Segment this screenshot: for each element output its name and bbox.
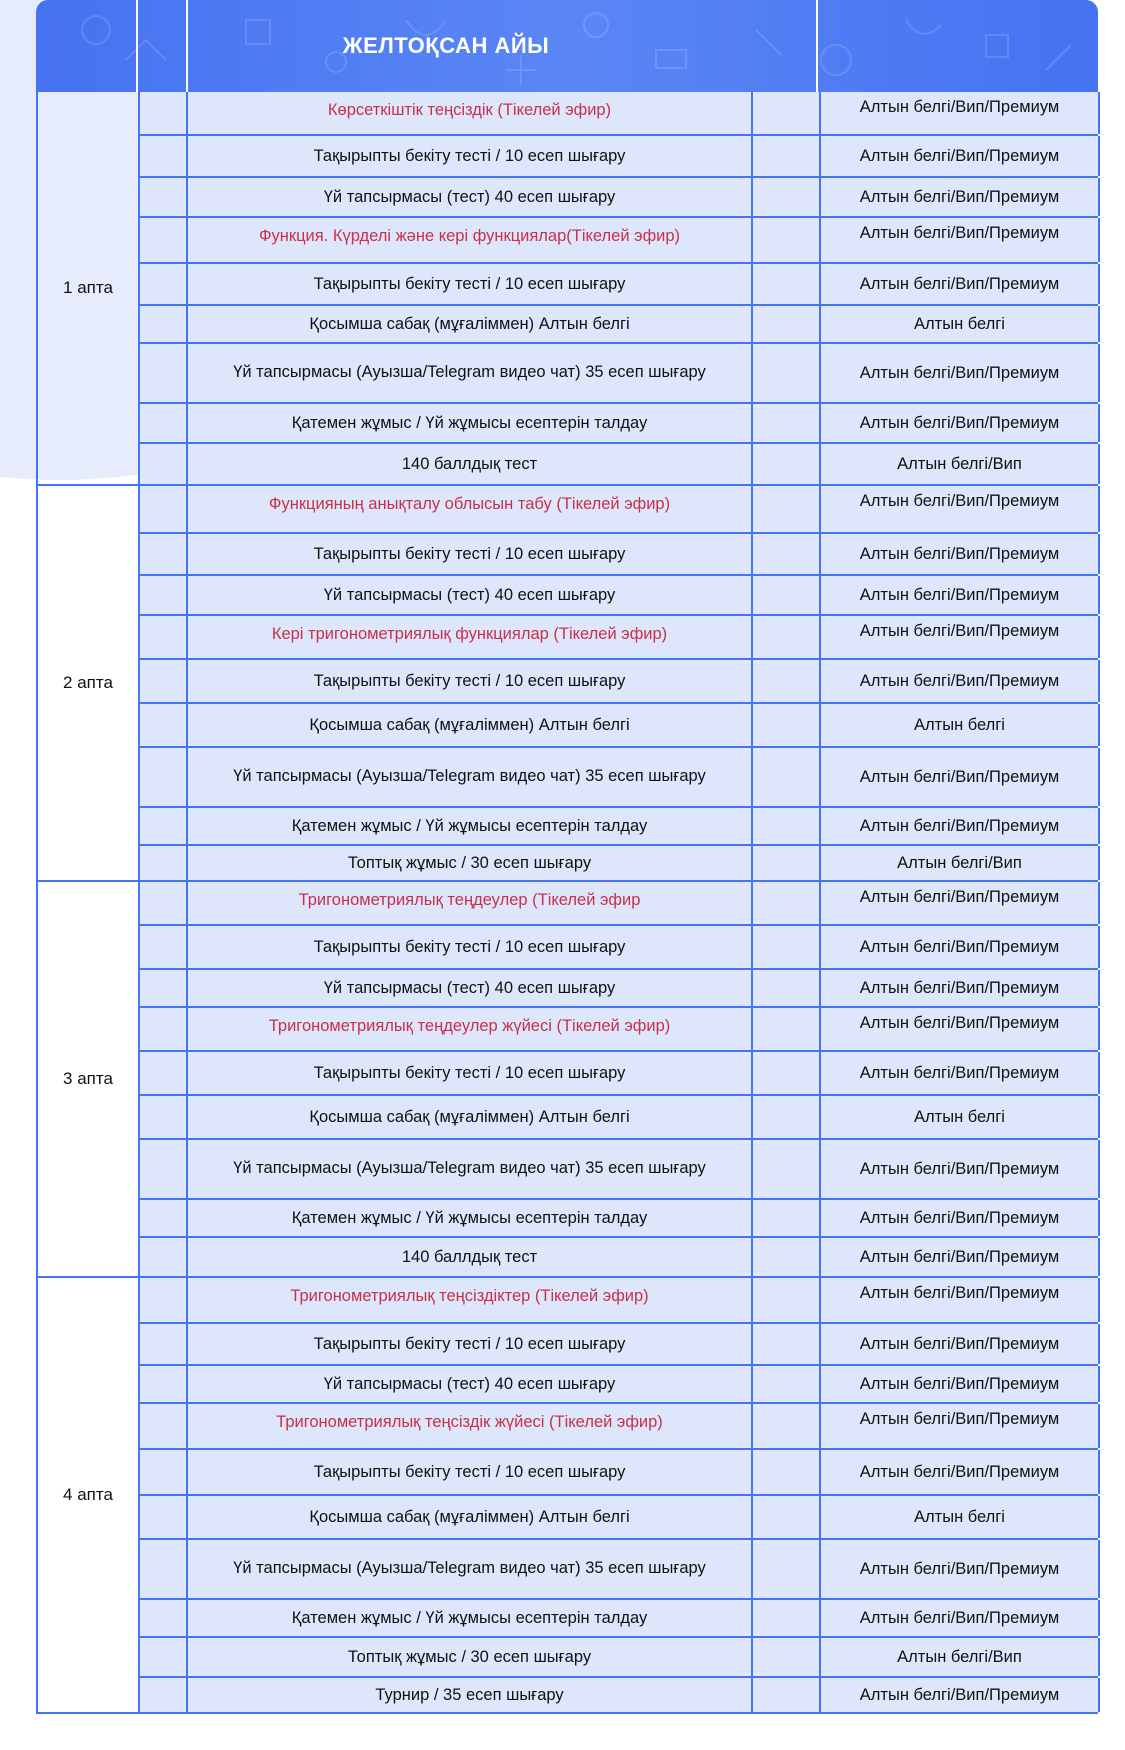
lesson-topic: Топтық жұмыс / 30 есеп шығару [188, 846, 751, 880]
table-row [140, 616, 1098, 660]
empty-cell [753, 616, 819, 658]
table-row [140, 576, 1098, 616]
lesson-topic: 140 баллдық тест [188, 1238, 751, 1276]
lesson-topic: Тақырыпты бекіту тесті / 10 есеп шығару [188, 1052, 751, 1094]
blank-cell [140, 444, 188, 484]
table-row [140, 1678, 1098, 1712]
access-level: Алтын белгі/Вип/Премиум [821, 576, 1100, 614]
column-divider [138, 1278, 140, 1712]
table-row [140, 344, 1098, 404]
weeks-container [36, 92, 1098, 1714]
empty-cell [753, 748, 819, 806]
blank-cell [140, 616, 188, 658]
empty-cell [753, 846, 819, 880]
week-label: 3 апта [63, 1069, 113, 1088]
empty-cell [753, 1678, 819, 1712]
live-lesson-topic: Тригонометриялық теңсіздік жүйесі (Тікелей эфир) [188, 1404, 751, 1448]
table-row [140, 846, 1098, 880]
blank-cell [140, 1450, 188, 1494]
table-row [140, 1600, 1098, 1638]
table-row [140, 1324, 1098, 1366]
empty-cell [753, 344, 819, 402]
live-lesson-topic: Тригонометриялық теңдеулер жүйесі (Тікелей эфир) [188, 1008, 751, 1050]
empty-cell [753, 306, 819, 342]
table-row [140, 1238, 1098, 1276]
empty-cell [753, 704, 819, 746]
empty-cell [753, 1096, 819, 1138]
access-level: Алтын белгі/Вип/Премиум [821, 660, 1100, 702]
blank-cell [140, 1278, 188, 1322]
blank-cell [140, 534, 188, 574]
live-lesson-topic: Функцияның анықталу облысын табу (Тікелей эфир) [188, 486, 751, 532]
access-level: Алтын белгі/Вип/Премиум [821, 404, 1100, 442]
blank-cell [140, 178, 188, 216]
empty-cell [753, 808, 819, 844]
table-row [140, 882, 1098, 926]
blank-cell [140, 1096, 188, 1138]
access-level: Алтын белгі/Вип/Премиум [821, 1238, 1100, 1276]
access-level: Алтын белгі/Вип/Премиум [821, 1200, 1100, 1236]
live-lesson-topic: Кері тригонометриялық функциялар (Тікелей эфир) [188, 616, 751, 658]
live-lesson-topic: Тригонометриялық теңсіздіктер (Тікелей эфир) [188, 1278, 751, 1322]
live-lesson-topic: Функция. Күрделі және кері функциялар(Тікелей эфир) [188, 218, 751, 262]
empty-cell [753, 1324, 819, 1364]
column-divider [138, 486, 140, 880]
access-level: Алтын белгі/Вип/Премиум [821, 1404, 1100, 1448]
blank-cell [140, 1540, 188, 1598]
blank-cell [140, 1008, 188, 1050]
access-level: Алтын белгі/Вип/Премиум [821, 926, 1100, 968]
empty-cell [753, 1200, 819, 1236]
lesson-topic: Қатемен жұмыс / Үй жұмысы есептерін талдау [188, 404, 751, 442]
table-row [140, 1140, 1098, 1200]
access-level: Алтын белгі/Вип/Премиум [821, 1324, 1100, 1364]
live-lesson-topic: Тригонометриялық теңдеулер (Тікелей эфир [188, 882, 751, 924]
empty-cell [753, 576, 819, 614]
blank-cell [140, 926, 188, 968]
access-level: Алтын белгі/Вип/Премиум [821, 808, 1100, 844]
table-row [140, 306, 1098, 344]
blank-cell [140, 660, 188, 702]
access-level: Алтын белгі/Вип/Премиум [821, 178, 1100, 216]
blank-cell [140, 136, 188, 176]
lesson-topic: Қосымша сабақ (мұғаліммен) Алтын белгі [188, 1096, 751, 1138]
table-row [140, 1278, 1098, 1324]
blank-cell [140, 1678, 188, 1712]
live-lesson-topic: Көрсеткіштік теңсіздік (Тікелей эфир) [188, 92, 751, 134]
empty-cell [753, 882, 819, 924]
blank-cell [140, 882, 188, 924]
blank-cell [140, 1238, 188, 1276]
table-row [140, 136, 1098, 178]
access-level: Алтын белгі/Вип/Премиум [821, 1140, 1100, 1198]
access-level: Алтын белгі [821, 704, 1100, 746]
access-level: Алтын белгі/Вип [821, 1638, 1100, 1676]
empty-cell [753, 1052, 819, 1094]
empty-cell [753, 264, 819, 304]
empty-cell [753, 970, 819, 1006]
week-label: 1 апта [63, 278, 113, 297]
blank-cell [140, 1140, 188, 1198]
empty-cell [753, 136, 819, 176]
blank-cell [140, 344, 188, 402]
blank-cell [140, 1052, 188, 1094]
week-block [36, 486, 1098, 882]
table-row [140, 704, 1098, 748]
blank-cell [140, 218, 188, 262]
table-row [140, 660, 1098, 704]
lesson-topic: Қосымша сабақ (мұғаліммен) Алтын белгі [188, 704, 751, 746]
table-row [140, 218, 1098, 264]
lesson-topic: Қатемен жұмыс / Үй жұмысы есептерін талдау [188, 1600, 751, 1636]
blank-cell [140, 306, 188, 342]
week-block [36, 882, 1098, 1278]
access-level: Алтын белгі/Вип [821, 846, 1100, 880]
table-row [140, 1200, 1098, 1238]
lesson-topic: Қатемен жұмыс / Үй жұмысы есептерін талдау [188, 808, 751, 844]
blank-cell [140, 1366, 188, 1402]
table-row [140, 1366, 1098, 1404]
empty-cell [753, 1540, 819, 1598]
lesson-topic: Топтық жұмыс / 30 есеп шығару [188, 1638, 751, 1676]
empty-cell [753, 404, 819, 442]
week-block [36, 1278, 1098, 1714]
table-row [140, 1096, 1098, 1140]
table-row [140, 748, 1098, 808]
empty-cell [753, 444, 819, 484]
access-level: Алтын белгі/Вип/Премиум [821, 264, 1100, 304]
access-level: Алтын белгі/Вип/Премиум [821, 970, 1100, 1006]
empty-cell [753, 178, 819, 216]
lesson-topic: Тақырыпты бекіту тесті / 10 есеп шығару [188, 926, 751, 968]
lesson-topic: Үй тапсырмасы (тест) 40 есеп шығару [188, 178, 751, 216]
table-row [140, 534, 1098, 576]
table-header [36, 0, 1098, 92]
access-level: Алтын белгі/Вип/Премиум [821, 1008, 1100, 1050]
blank-cell [140, 486, 188, 532]
week-block [36, 92, 1098, 486]
empty-cell [753, 1638, 819, 1676]
lesson-topic: Үй тапсырмасы (Ауызша/Telegram видео чат) 35 есеп шығару [188, 1540, 751, 1598]
empty-cell [753, 926, 819, 968]
table-row [140, 808, 1098, 846]
blank-cell [140, 576, 188, 614]
blank-cell [140, 748, 188, 806]
table-row [140, 970, 1098, 1008]
empty-cell [753, 534, 819, 574]
lesson-topic: Тақырыпты бекіту тесті / 10 есеп шығару [188, 1450, 751, 1494]
page-title: ЖЕЛТОҚСАН АЙЫ [342, 33, 550, 58]
empty-cell [753, 1404, 819, 1448]
blank-cell [140, 404, 188, 442]
blank-cell [140, 808, 188, 844]
access-level: Алтын белгі [821, 306, 1100, 342]
access-level: Алтын белгі/Вип/Премиум [821, 882, 1100, 924]
lesson-topic: Үй тапсырмасы (тест) 40 есеп шығару [188, 1366, 751, 1402]
lesson-topic: Қосымша сабақ (мұғаліммен) Алтын белгі [188, 306, 751, 342]
schedule-table [36, 0, 1098, 1714]
empty-cell [753, 1450, 819, 1494]
table-row [140, 1496, 1098, 1540]
access-level: Алтын белгі/Вип/Премиум [821, 534, 1100, 574]
access-level: Алтын белгі/Вип/Премиум [821, 92, 1100, 134]
week-label: 4 апта [63, 1485, 113, 1504]
table-row [140, 444, 1098, 484]
blank-cell [140, 264, 188, 304]
empty-cell [753, 1366, 819, 1402]
access-level: Алтын белгі/Вип/Премиум [821, 1600, 1100, 1636]
lesson-topic: 140 баллдық тест [188, 444, 751, 484]
empty-cell [753, 660, 819, 702]
blank-cell [140, 1324, 188, 1364]
empty-cell [753, 218, 819, 262]
lesson-topic: Қатемен жұмыс / Үй жұмысы есептерін талдау [188, 1200, 751, 1236]
table-row [140, 1052, 1098, 1096]
header-divider [136, 0, 138, 92]
column-divider [138, 92, 140, 484]
table-row [140, 926, 1098, 970]
blank-cell [140, 1200, 188, 1236]
blank-cell [140, 1496, 188, 1538]
table-row [140, 404, 1098, 444]
lesson-topic: Үй тапсырмасы (Ауызша/Telegram видео чат) 35 есеп шығару [188, 344, 751, 402]
empty-cell [753, 1008, 819, 1050]
blank-cell [140, 970, 188, 1006]
access-level: Алтын белгі/Вип/Премиум [821, 748, 1100, 806]
access-level: Алтын белгі/Вип [821, 444, 1100, 484]
blank-cell [140, 704, 188, 746]
blank-cell [140, 1638, 188, 1676]
header-divider [816, 0, 818, 92]
column-divider [138, 882, 140, 1276]
empty-cell [753, 1140, 819, 1198]
empty-cell [753, 486, 819, 532]
lesson-topic: Үй тапсырмасы (тест) 40 есеп шығару [188, 576, 751, 614]
empty-cell [753, 1496, 819, 1538]
access-level: Алтын белгі/Вип/Премиум [821, 1366, 1100, 1402]
blank-cell [140, 846, 188, 880]
table-row [140, 1450, 1098, 1496]
access-level: Алтын белгі/Вип/Премиум [821, 1450, 1100, 1494]
table-row [140, 264, 1098, 306]
table-row [140, 486, 1098, 534]
access-level: Алтын белгі/Вип/Премиум [821, 344, 1100, 402]
access-level: Алтын белгі/Вип/Премиум [821, 1052, 1100, 1094]
lesson-topic: Тақырыпты бекіту тесті / 10 есеп шығару [188, 660, 751, 702]
access-level: Алтын белгі/Вип/Премиум [821, 1678, 1100, 1712]
table-row [140, 1008, 1098, 1052]
lesson-topic: Тақырыпты бекіту тесті / 10 есеп шығару [188, 136, 751, 176]
table-row [140, 1638, 1098, 1678]
week-label: 2 апта [63, 673, 113, 692]
table-row [140, 1404, 1098, 1450]
empty-cell [753, 1278, 819, 1322]
access-level: Алтын белгі/Вип/Премиум [821, 1540, 1100, 1598]
access-level: Алтын белгі [821, 1096, 1100, 1138]
table-row [140, 1540, 1098, 1600]
empty-cell [753, 1600, 819, 1636]
lesson-topic: Турнир / 35 есеп шығару [188, 1678, 751, 1712]
lesson-topic: Тақырыпты бекіту тесті / 10 есеп шығару [188, 1324, 751, 1364]
empty-cell [753, 1238, 819, 1276]
access-level: Алтын белгі/Вип/Премиум [821, 1278, 1100, 1322]
access-level: Алтын белгі/Вип/Премиум [821, 136, 1100, 176]
lesson-topic: Үй тапсырмасы (Ауызша/Telegram видео чат) 35 есеп шығару [188, 1140, 751, 1198]
blank-cell [140, 1404, 188, 1448]
table-row [140, 178, 1098, 218]
lesson-topic: Тақырыпты бекіту тесті / 10 есеп шығару [188, 264, 751, 304]
lesson-topic: Тақырыпты бекіту тесті / 10 есеп шығару [188, 534, 751, 574]
blank-cell [140, 1600, 188, 1636]
lesson-topic: Үй тапсырмасы (тест) 40 есеп шығару [188, 970, 751, 1006]
access-level: Алтын белгі [821, 1496, 1100, 1538]
table-row [140, 92, 1098, 136]
access-level: Алтын белгі/Вип/Премиум [821, 218, 1100, 262]
access-level: Алтын белгі/Вип/Премиум [821, 616, 1100, 658]
lesson-topic: Қосымша сабақ (мұғаліммен) Алтын белгі [188, 1496, 751, 1538]
lesson-topic: Үй тапсырмасы (Ауызша/Telegram видео чат) 35 есеп шығару [188, 748, 751, 806]
blank-cell [140, 92, 188, 134]
access-level: Алтын белгі/Вип/Премиум [821, 486, 1100, 532]
empty-cell [753, 92, 819, 134]
